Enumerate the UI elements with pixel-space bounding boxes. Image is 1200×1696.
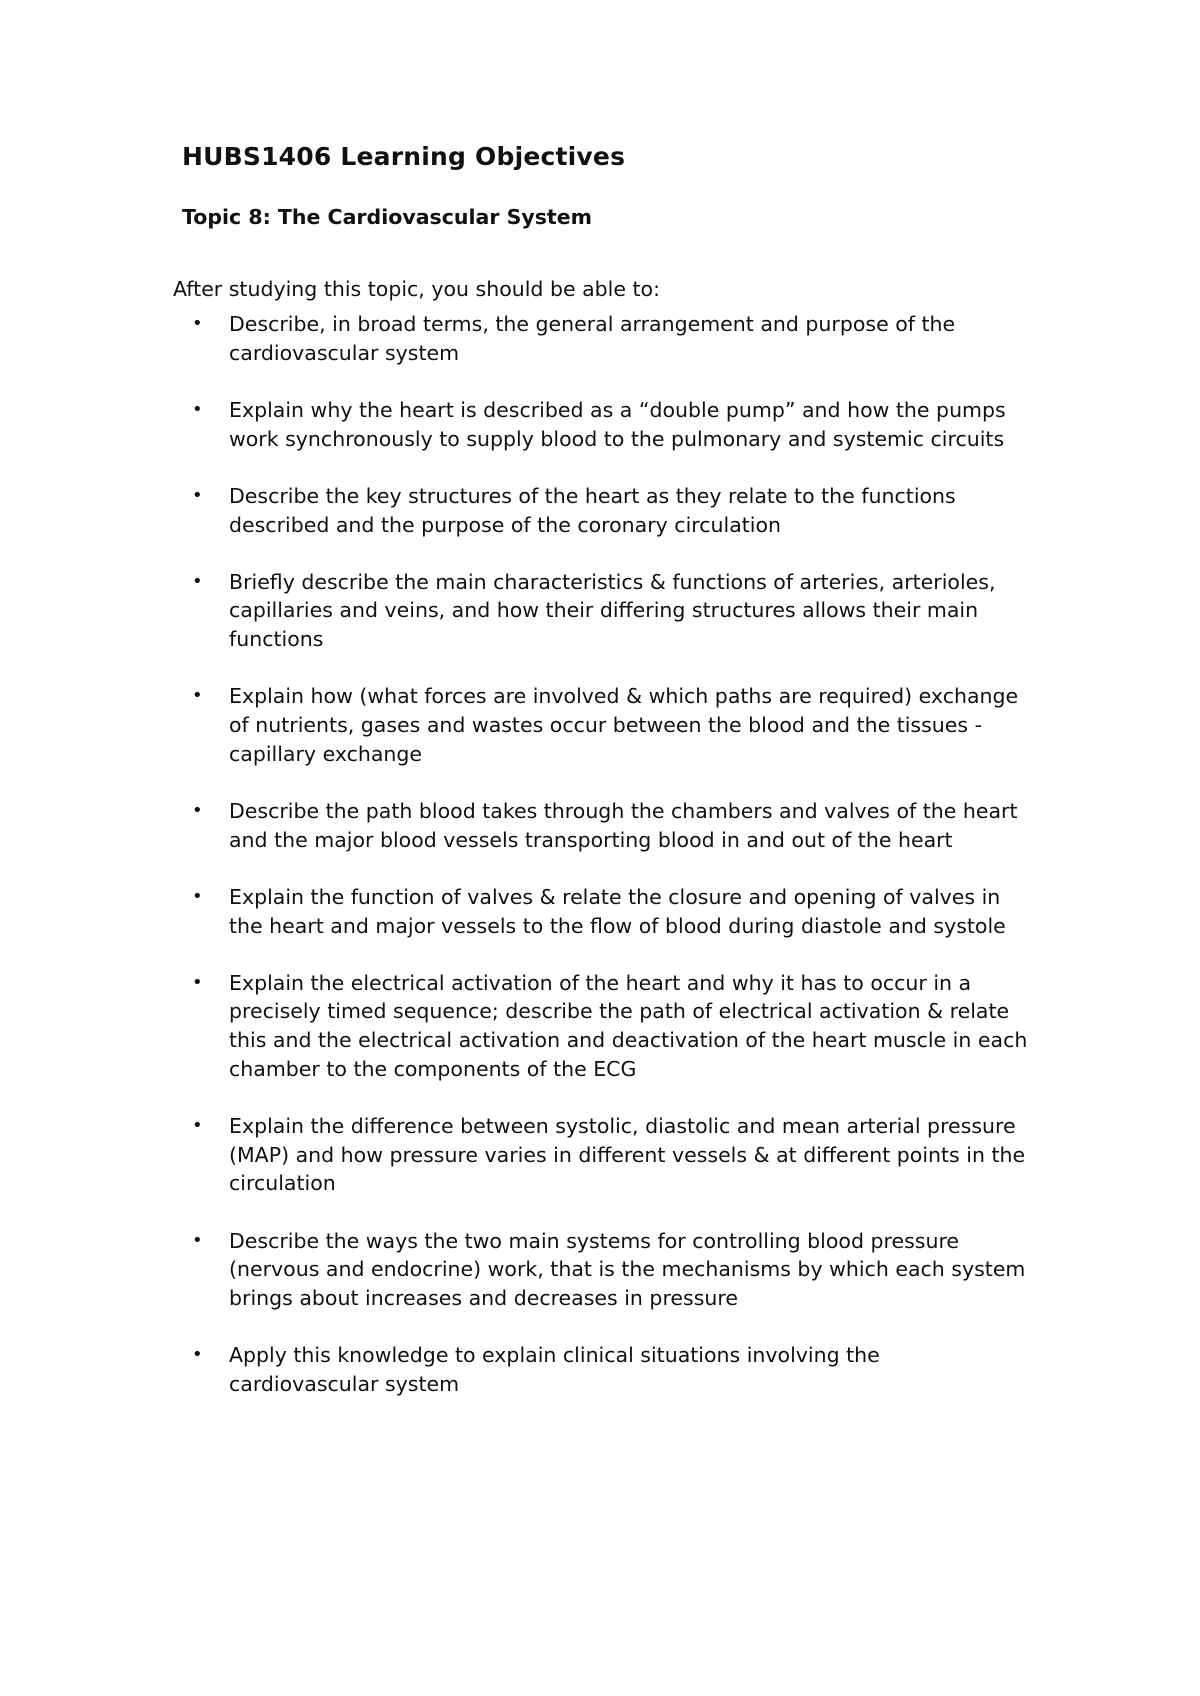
intro-text: After studying this topic, you should be able to: — [173, 277, 660, 301]
bullet-icon: • — [192, 1229, 203, 1251]
topic-heading: Topic 8: The Cardiovascular System — [182, 205, 592, 229]
objective-text: Briefly describe the main characteristics & functions of arteries, arterioles, capillaries and veins, and how their differing structures allows their main functions — [229, 569, 996, 652]
objective-text: Describe the path blood takes through the chambers and valves of the heart and the major blood vessels transporting blood in and out of the heart — [229, 798, 1018, 852]
objective-text: Explain how (what forces are involved & which paths are required) exchange of nutrients, gases and wastes occur between the blood and the tissues - capillary exchange — [229, 684, 1019, 766]
list-item — [173, 482, 1033, 539]
objective-text: Explain the difference between systolic, diastolic and mean arterial pressure (MAP) and how pressure varies in different vessels & at different points in the circulation — [229, 1114, 1026, 1196]
bullet-icon: • — [192, 971, 203, 993]
list-item — [173, 969, 1033, 1084]
bullet-icon: • — [192, 570, 203, 592]
objective-text: Describe, in broad terms, the general arrangement and purpose of the cardiovascular system — [229, 312, 956, 365]
bullet-icon: • — [192, 313, 203, 334]
objective-text: Explain the function of valves & relate the closure and opening of valves in the heart and major vessels to the flow of blood during diastole and systole — [229, 884, 1006, 938]
list-item — [173, 797, 1033, 854]
document-title: HUBS1406 Learning Objectives — [182, 142, 626, 171]
bullet-icon: • — [192, 1344, 203, 1366]
objective-text: Describe the ways the two main systems for controlling blood pressure (nervous and endocrine) work, that is the mechanisms by which each system brings about increases and decreases in pressure — [229, 1228, 1026, 1311]
objective-text: Apply this knowledge to explain clinical situations involving the cardiovascular system — [229, 1343, 880, 1396]
objective-text: Describe the key structures of the heart as they relate to the functions described and the purpose of the coronary circulation — [229, 483, 956, 537]
list-item — [173, 396, 1033, 453]
objective-text: Explain why the heart is described as a “double pump” and how the pumps work synchronously to supply blood to the pulmonary and systemic circuits — [229, 397, 1006, 451]
bullet-icon: • — [192, 398, 203, 420]
objective-text: Explain the electrical activation of the heart and why it has to occur in a precisely timed sequence; describe the path of electrical activation & relate this and the electrical activation and deactivation of the heart muscle in each chamber to the components of the ECG — [229, 970, 1028, 1081]
list-item — [173, 568, 1033, 654]
list-item — [173, 310, 1033, 367]
bullet-icon: • — [192, 484, 203, 506]
bullet-icon: • — [192, 885, 203, 907]
list-item — [173, 1227, 1033, 1313]
bullet-icon: • — [192, 799, 203, 821]
bullet-icon: • — [192, 1115, 203, 1137]
list-item — [173, 1112, 1033, 1198]
bullet-icon: • — [192, 685, 203, 707]
list-item — [173, 682, 1033, 768]
list-item — [173, 883, 1033, 940]
list-item — [173, 1341, 1033, 1398]
objectives-list — [173, 310, 1033, 1427]
